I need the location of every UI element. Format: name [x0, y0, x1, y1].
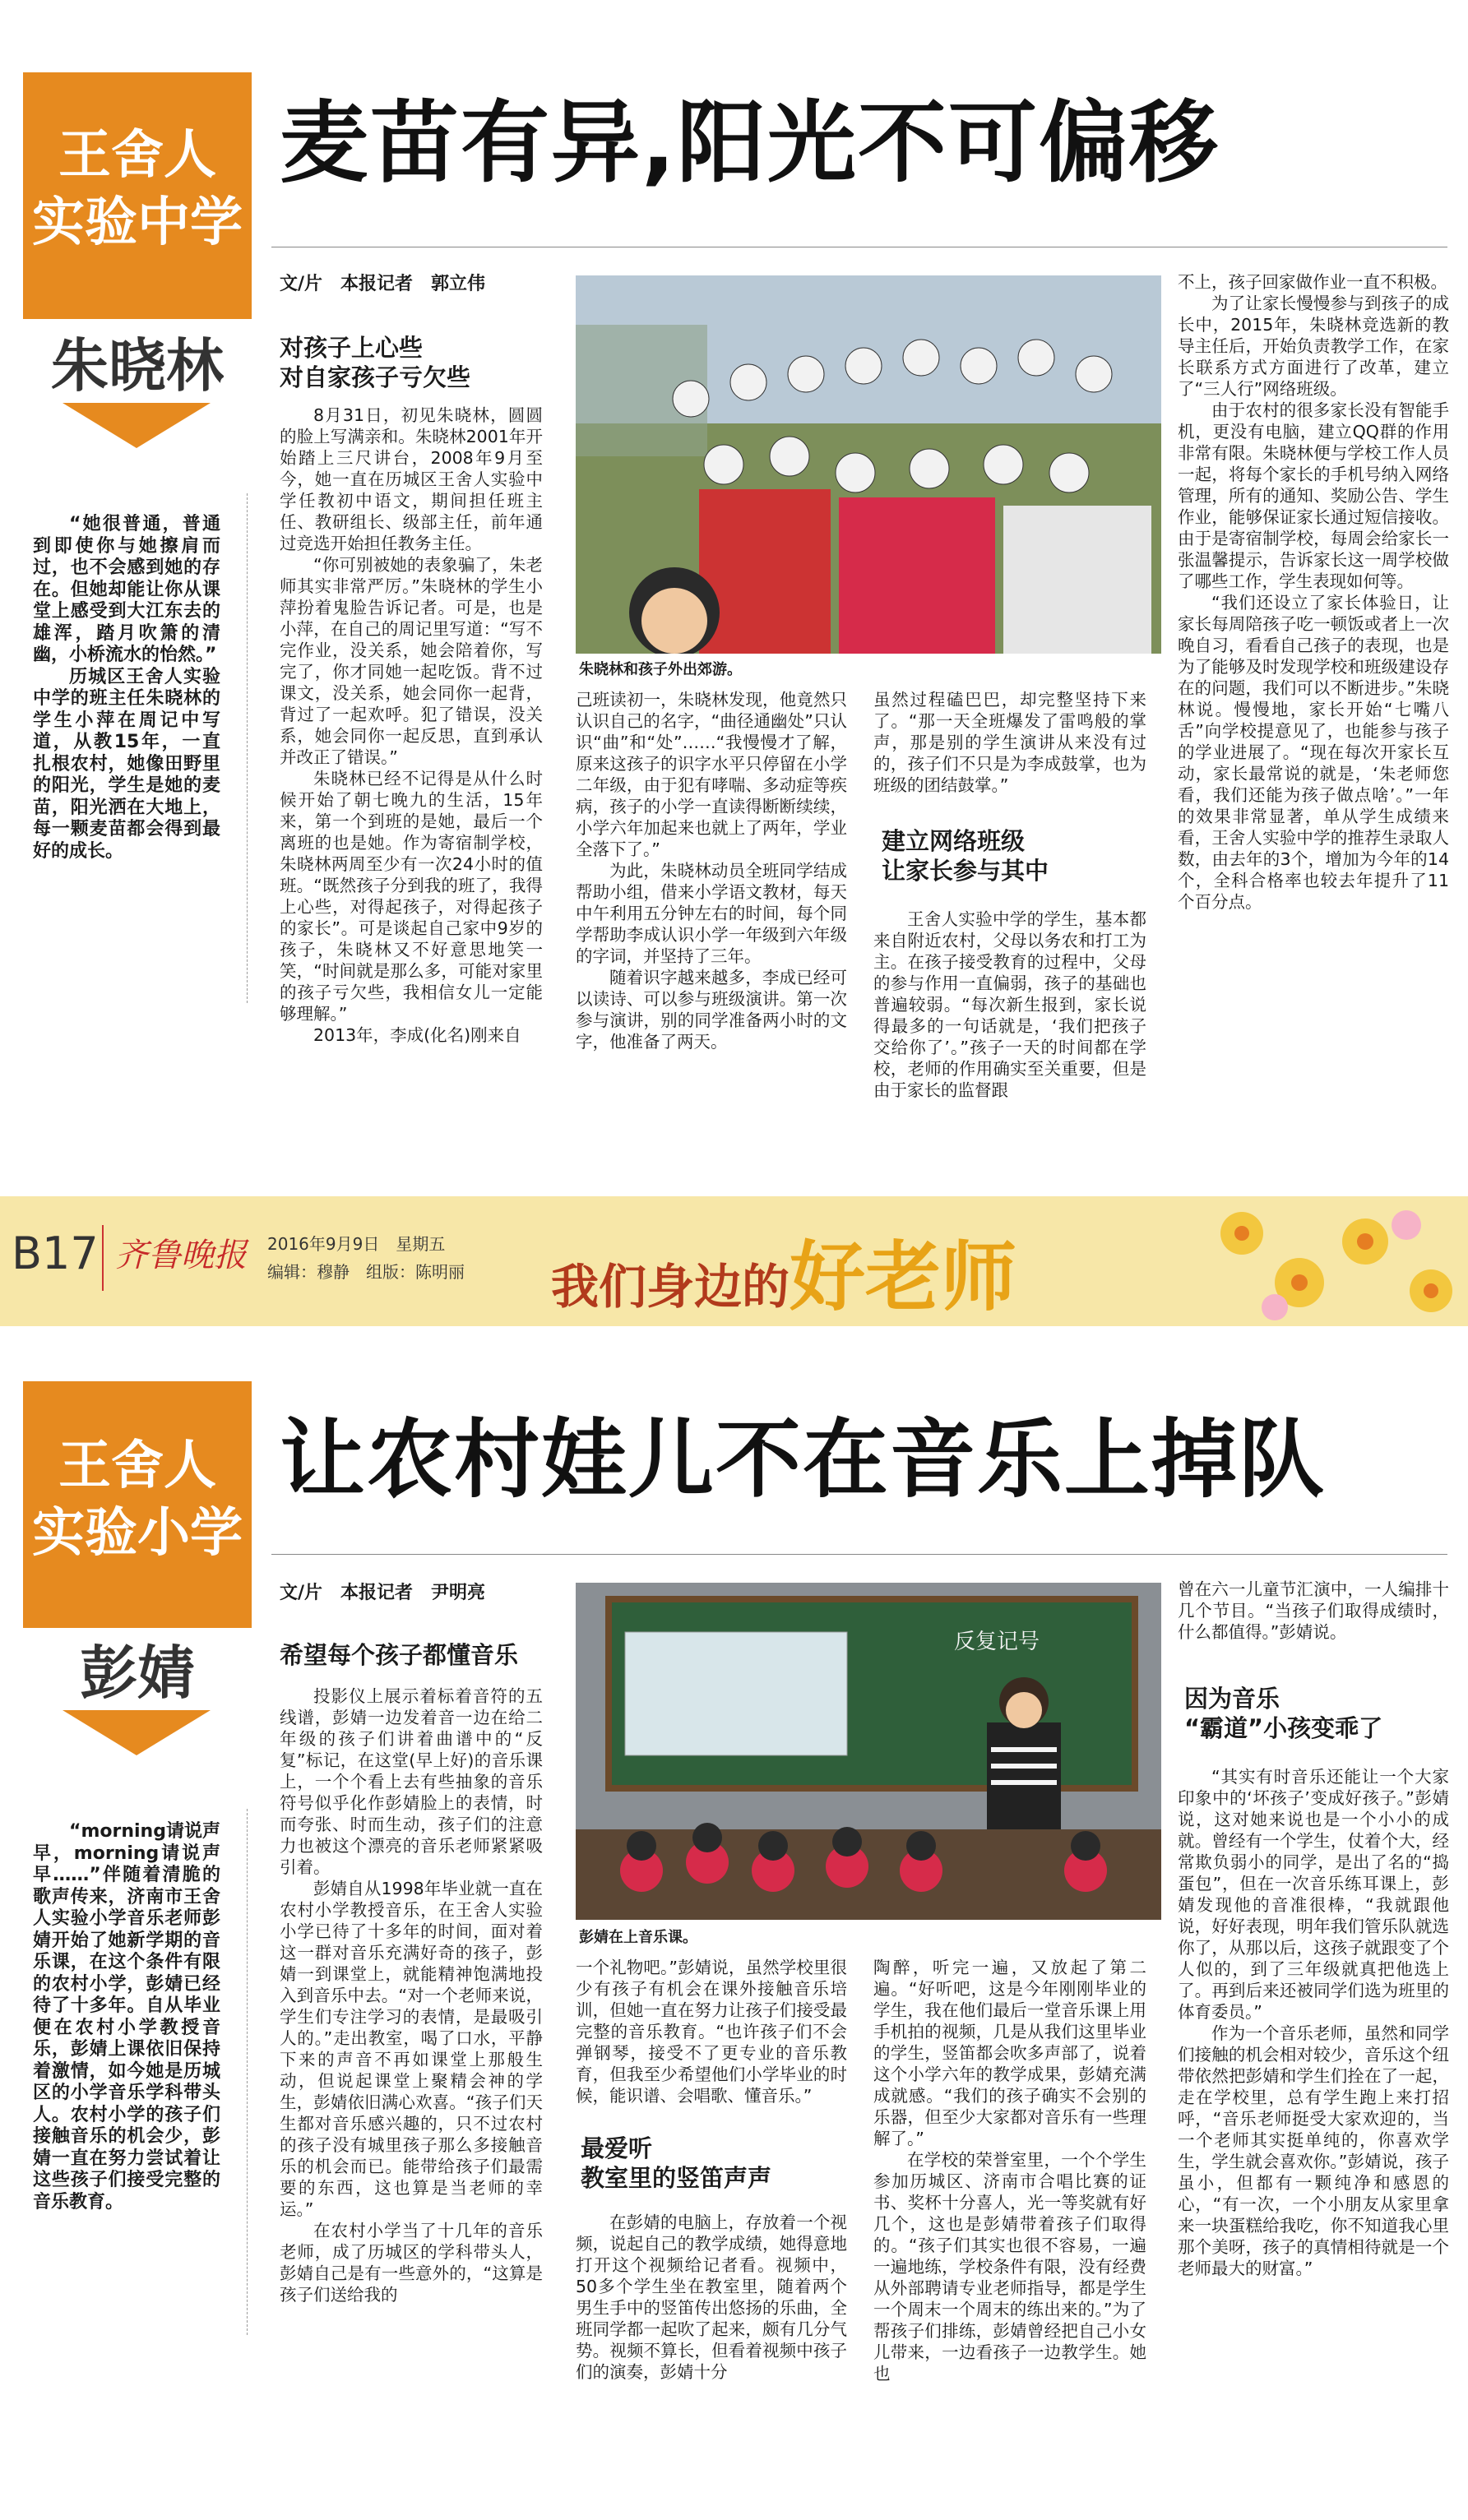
teacher-name: 彭婧 [80, 1639, 195, 1707]
bottom-rule [271, 1554, 1447, 1555]
paragraph: 在农村小学当了十几年的音乐老师，成了历城区的学科带头人，彭婧自己是有一些意外的，“这算是孩子们送给我的 [280, 2221, 543, 2305]
orange-arrow [63, 403, 211, 448]
byline: 文/片 本报记者 郭立伟 [280, 274, 486, 294]
subhead-line: 因为音乐 [1184, 1685, 1280, 1713]
paragraph: 朱晓林已经不记得是从什么时候开始了朝七晚九的生活，15年来，第一个到班的是她，最后一个离班的也是她。作为寄宿制学校，朱晓林两周至少有一次24小时的值班。“既然孩子分到我的班了，我得上心些，对得起孩子，对得起孩子的家长”。可是谈起自己家中9岁的孩子，朱晓林又不好意思地笑一笑，“时间就是那么多，可能对家里的孩子亏欠些，我相信女儿一定能够理解。” [280, 769, 543, 1024]
photo-caption: 朱晓林和孩子外出郊游。 [579, 661, 742, 678]
quote-para: “她很普通，普通到即使你与她擦肩而过，也不会感到她的存在。但她却能让你从课堂上感受到大江东去的雄浑，踏月吹箫的清幽，小桥流水的怡然。” [33, 514, 220, 665]
pull-quote [33, 1821, 220, 2331]
subhead-line: 建立网络班级 [882, 827, 1026, 855]
school-label [23, 72, 252, 319]
school-name-line1: 王舍人 [58, 1436, 216, 1496]
article-column [576, 1957, 847, 2129]
paragraph: 彭婧自从1998年毕业就一直在农村小学教授音乐，在王舍人实验小学已待了十多年的时间，面对着这一群对音乐充满好奇的孩子，彭婧一到课堂上，就能精神饱满地投入到音乐中去。“对一个老师来说，学生们专注学习的表情，是最吸引人的。”走出教室，喝了口水，平静下来的声音不再如课堂上那般生动，但说起课堂上聚精会神的学生，彭婧依旧满心欢喜。“孩子们天生都对音乐感兴趣的，只不过农村的孩子没有城里孩子那么多接触音乐的机会而已。能带给孩子们最需要的东西，这也算是当老师的幸运。” [280, 1879, 543, 2219]
article-column [280, 1685, 543, 2512]
article-column [873, 909, 1146, 1168]
board-text: 反复记号 [954, 1630, 1040, 1654]
paragraph: 陶醉，听完一遍，又放起了第二遍。“好听吧，这是今年刚刚毕业的学生，我在他们最后一堂音乐课上用手机拍的视频，几是从我们这里毕业的学生，竖笛都会吹多声部了，说着这个小学六年的教学成果，彭婧充满成就感。“我们的孩子确实不会别的乐器，但至少大家都对音乐有一些理解了。” [873, 1958, 1146, 2148]
subhead-2 [581, 2134, 852, 2193]
subhead-line: 教室里的竖笛声声 [581, 2164, 772, 2192]
paragraph: 在学校的荣誉室里，一个个学生参加历城区、济南市合唱比赛的证书、奖杯十分喜人，光一等奖就有好几个，这也是彭婧带着孩子们取得的。“孩子们其实也很不容易，一遍一遍地练，学校条件有限，没有经费从外部聘请专业老师指导，都是学生一个周末一个周末的练出来的。”为了帮孩子们排练，彭婧曾经把自己小女儿带来，一边看孩子一边教学生。她也 [873, 2150, 1146, 2384]
article-column [576, 689, 847, 1168]
issue-date: 2016年9月9日 星期五 [267, 1234, 446, 1254]
article-column [873, 689, 1146, 812]
paragraph: “你可别被她的表象骗了，朱老师其实非常严厉。”朱晓林的学生小萍扮着鬼脸告诉记者。可是，也是小萍，在自己的周记里写道：“写不完作业，没关系，她会陪着你，写完了，你才同她一起吃饭。背不过课文，没关系，她会同你一起背，背过了一起欢呼。犯了错误，没关系，她会同你一起反思，直到承认并改正了错误。” [280, 555, 543, 767]
school-label [23, 1381, 252, 1628]
paragraph: 8月31日，初见朱晓林，圆圆的脸上写满亲和。朱晓林2001年开始踏上三尺讲台，2008年9月至今，她一直在历城区王舍人实验中学任教初中语文，期间担任班主任、教研组长、级部主任，前年通过竞选开始担任教务主任。 [280, 405, 543, 553]
paragraph: 为此，朱晓林动员全班同学结成帮助小组，借来小学语文教材，每天中午利用五分钟左右的时间，每个同学帮助李成认识小学一年级到六年级的字词，并坚持了三年。 [576, 861, 847, 966]
subhead-3 [1184, 1684, 1456, 1743]
school-name-line2: 实验小学 [32, 1503, 243, 1564]
paragraph: 在彭婧的电脑上，存放着一个视频，说起自己的教学成绩，她得意地打开这个视频给记者看。视频中，50多个学生坐在教室里，随着两个男生手中的竖笛传出悠扬的乐曲，全班同学都一起吹了起来，颇有几分气势。视频不算长，但看着视频中孩子们的演奏，彭婧十分 [576, 2213, 847, 2382]
quote-divider [247, 1809, 248, 2335]
article-photo [576, 1583, 1161, 1920]
quote-para: 历城区王舍人实验中学的班主任朱晓林的学生小萍在周记中写道，从教15年，一直扎根农村，她像田野里的阳光，学生是她的麦苗，阳光洒在大地上，每一颗麦苗都会得到最好的成长。 [33, 666, 220, 862]
subhead-1 [280, 333, 551, 392]
byline: 文/片 本报记者 尹明亮 [280, 1583, 486, 1603]
pull-quote [33, 514, 220, 1007]
editor-credits: 编辑：穆静 组版：陈明丽 [267, 1262, 465, 1282]
headline: 让农村娃儿不在音乐上掉队 [280, 1409, 1327, 1510]
paragraph: 由于农村的很多家长没有智能手机，更没有电脑，建立QQ群的作用非常有限。朱晓林便与学校工作人员一起，将每个家长的手机号纳入网络管理，所有的通知、奖励公告、学生作业，能够保证家长通过短信接收。由于是寄宿制学校，每周会给家长一张温馨提示，告诉家长这一周学校做了哪些工作，学生表现如何等。 [1178, 400, 1449, 591]
subhead-line: “霸道”小孩变乖了 [1184, 1714, 1383, 1742]
classroom-photo-illustration [576, 1583, 1161, 1920]
article-column [1178, 1579, 1449, 1669]
paragraph: 己班读初一，朱晓林发现，他竟然只认识自己的名字，“曲径通幽处”只认识“曲”和“处”……“我慢慢才了解，原来这孩子的识字水平只停留在小学二年级，由于犯有哮喘、多动症等疾病，孩子的小学一直读得断断续续，小学六年加起来也就上了两年，学业全落下了。” [576, 690, 847, 859]
subhead-line: 对自家孩子亏欠些 [280, 363, 471, 391]
paragraph: “其实有时音乐还能让一个大家印象中的‘坏孩子’变成好孩子。”彭婧说，这对她来说也是一个小小的成就。曾经有一个学生，仗着个大，经常欺负弱小的同学，是出了名的“捣蛋包”，但在一次音乐练耳课上，彭婧发现他的音准很棒，“我就跟他说，好好表现，明年我们管乐队就选你了，从那以后，这孩子就跟变了个人似的，到了三年级就真把他选上了。再到后来还被同学们选为班里的体育委员。” [1178, 1767, 1449, 2022]
paragraph: 不上，孩子回家做作业一直不积极。 [1178, 272, 1447, 292]
paragraph: 王舍人实验中学的学生，基本都来自附近农村，父母以务农和打工为主。在孩子接受教育的过程中，父母的参与作用一直偏弱，孩子的基础也普遍较弱。“每次新生报到，家长说得最多的一句话就是，‘我们把孩子交给你了’。”孩子一天的时间都在学校，老师的作用确实至关重要，但是由于家长的监督跟 [873, 909, 1146, 1100]
article-column [873, 1957, 1146, 2512]
subhead-2 [882, 826, 1153, 885]
paragraph: 曾在六一儿童节汇演中，一人编排十几个节目。“当孩子们取得成绩时，什么都值得。”彭婧说。 [1178, 1579, 1449, 1642]
section-title [551, 1217, 1016, 1325]
banner-divider [102, 1225, 104, 1291]
quote-para: “morning请说声早，morning请说声早……”伴随着清脆的歌声传来，济南市王舍人实验小学音乐老师彭婧开始了她新学期的音乐课，在这个条件有限的农村小学，彭婧已经待了十多年。自从毕业便在农村小学教授音乐，彭婧上课依旧保持着激情，如今她是历城区的小学音乐学科带头人。农村小学的孩子们接触音乐的机会少，彭婧一直在努力尝试着让这些孩子们接受完整的音乐教育。 [33, 1821, 220, 2213]
paragraph: 虽然过程磕巴巴，却完整坚持下来了。“那一天全班爆发了雷鸣般的掌声，那是别的学生演讲从来没有过的，孩子们不只是为李成鼓掌，也为班级的团结鼓掌。” [873, 690, 1146, 795]
paragraph: “我们还设立了家长体验日，让家长每周陪孩子吃一顿饭或者上一次晚自习，看看自己孩子的表现，也是为了能够及时发现学校和班级建设存在的问题，我们可以不断进步。”朱晓林说。慢慢地，家长开始“七嘴八舌”向学校提意见了，也能参与孩子的学业进展了。“现在每次开家长互动，家长最常说的就是，‘朱老师您看，我们还能为孩子做点啥’。”一年的效果非常显著，单从学生成绩来看，王舍人实验中学的推荐生录取人数，由去年的3个，增加为今年的14个，全科合格率也较去年提升了11个百分点。 [1178, 593, 1449, 912]
school-name-line1: 王舍人 [58, 125, 216, 186]
paragraph: 投影仪上展示着标着音符的五线谱，彭婧一边发着音一边在给二年级的孩子们讲着曲谱中的“反复”标记，在这堂(早上好)的音乐课上，一个个看上去有些抽象的音乐符号似乎化作彭婧脸上的表情，时而夸张、时而生动，孩子们的注意力也被这个漂亮的音乐老师紧紧吸引着。 [280, 1686, 543, 1877]
flower-decoration [1209, 1200, 1464, 1324]
article-column [280, 405, 543, 1168]
subhead-line: 最爱听 [581, 2134, 653, 2162]
headline: 麦苗有异,阳光不可偏移 [280, 92, 1220, 195]
paragraph: 一个礼物吧。”彭婧说，虽然学校里很少有孩子有机会在课外接触音乐培训，但她一直在努力让孩子们接受最完整的音乐教育。“也许孩子们不会弹钢琴，接受不了更专业的音乐教育，但我至少希望他们小学毕业的时候，能识谱、会唱歌、懂音乐。” [576, 1958, 847, 2106]
section-title-highlight: 好老师 [790, 1233, 1017, 1321]
section-title-prefix: 我们身边的 [551, 1259, 790, 1315]
orange-arrow [63, 1710, 211, 1755]
quote-divider [247, 493, 248, 1003]
article-column [1178, 1766, 1449, 2512]
article-column [1178, 271, 1449, 1168]
subhead-line: 让家长参与其中 [882, 857, 1049, 885]
subhead-line: 对孩子上心些 [280, 334, 424, 362]
teacher-name: 朱晓林 [51, 331, 224, 400]
paragraph: 随着识字越来越多，李成已经可以读诗、可以参与班级演讲。第一次参与演讲，别的同学准备两小时的文字，他准备了两天。 [576, 968, 847, 1052]
school-name-line2: 实验中学 [32, 192, 243, 253]
group-photo-illustration [576, 275, 1161, 654]
subhead-1 [280, 1640, 559, 1670]
newspaper-logo: 齐鲁晚报 [115, 1237, 247, 1274]
paragraph: 作为一个音乐老师，虽然和同学们接触的机会相对较少，音乐这个纽带依然把彭婧和学生们拴在了一起，走在学校里，总有学生跑上来打招呼，“音乐老师挺受大家欢迎的，当一个老师其实挺单纯的，你喜欢学生，学生就会喜欢你。”彭婧说，孩子虽小，但都有一颗纯净和感恩的心，“有一次，一个小朋友从家里拿来一块蛋糕给我吃，你不知道我心里那个美呀，孩子的真情相待就是一个老师最大的财富。” [1178, 2023, 1449, 2278]
page-number: B17 [12, 1228, 99, 1279]
subhead-line: 希望每个孩子都懂音乐 [280, 1641, 519, 1669]
page-banner [0, 1196, 1468, 1326]
article-column [576, 2212, 847, 2512]
article-photo [576, 275, 1161, 654]
photo-caption: 彭婧在上音乐课。 [579, 1929, 697, 1946]
paragraph: 2013年，李成(化名)刚来自 [313, 1025, 521, 1045]
paragraph: 为了让家长慢慢参与到孩子的成长中，2015年，朱晓林竞选新的教导主任后，开始负责教学工作，在家长联系方式方面进行了改革，建立了“三人行”网络班级。 [1178, 294, 1449, 399]
